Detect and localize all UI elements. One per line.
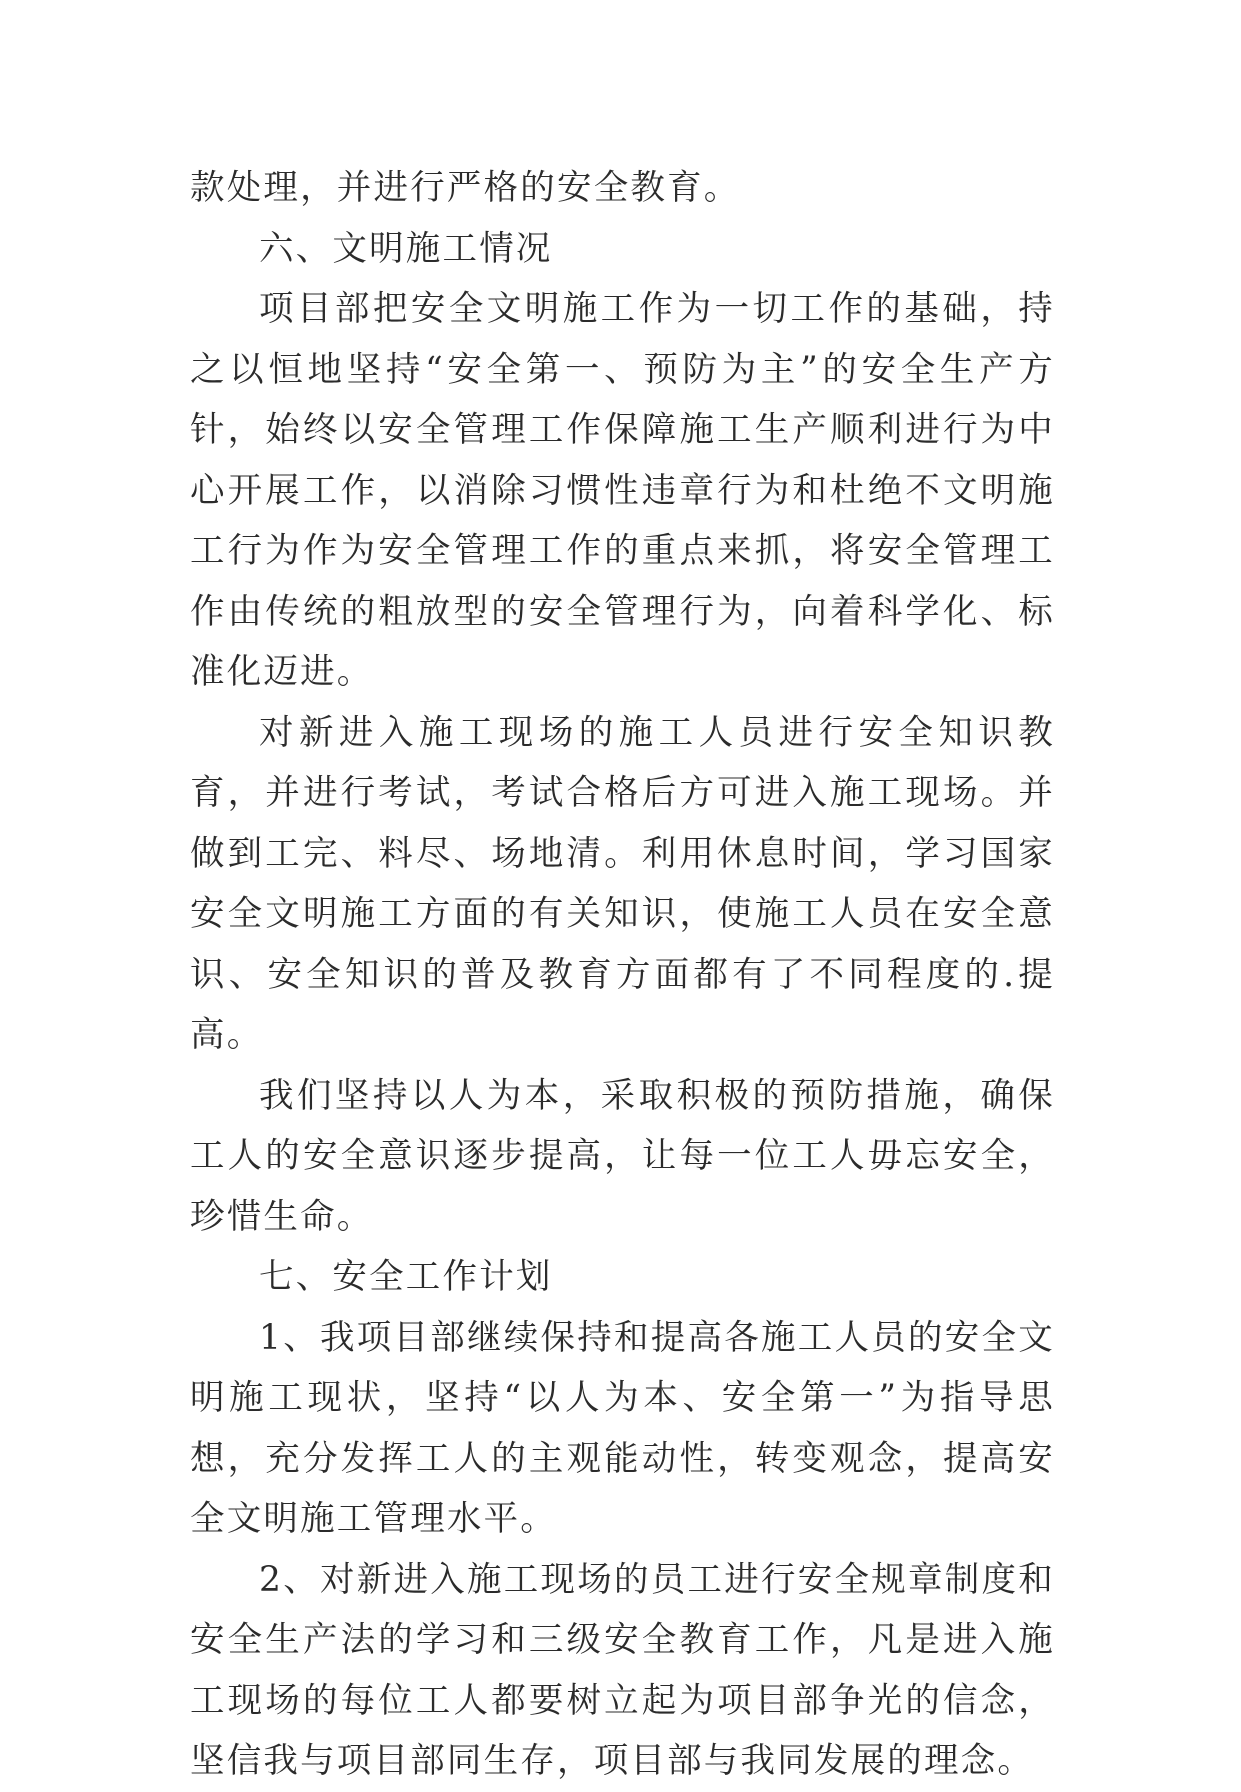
section-heading-civilized-construction: 六、文明施工情况 (259, 228, 553, 269)
plan-item-2: 2、对新进入施工现场的员工进行安全规章制度和安全生产法的学习和三级安全教育工作，凡是进入施工现场的每位工人都要树立起为项目部争光的信念，坚信我与项目部同生存，项目部与我同发展的理念。 (190, 1559, 1055, 1781)
paragraph-new-worker-training: 对新进入施工现场的施工人员进行安全知识教育，并进行考试，考试合格后方可进入施工现场。并做到工完、料尽、场地清。利用休息时间，学习国家安全文明施工方面的有关知识，使施工人员在安全意识、安全知识的普及教育方面都有了不同程度的.提高。 (190, 712, 1055, 1055)
document-body (190, 158, 1055, 1792)
paragraph-safety-foundation: 项目部把安全文明施工作为一切工作的基础，持之以恒地坚持“安全第一、预防为主”的安全生产方针，始终以安全管理工作保障施工生产顺利进行为中心开展工作，以消除习惯性违章行为和杜绝不文明施工行为作为安全管理工作的重点来抓，将安全管理工作由传统的粗放型的安全管理行为，向着科学化、标准化迈进。 (190, 289, 1055, 692)
paragraph-people-oriented: 我们坚持以人为本，采取积极的预防措施，确保工人的安全意识逐步提高，让每一位工人毋忘安全，珍惜生命。 (190, 1075, 1055, 1237)
plan-item-1: 1、我项目部继续保持和提高各施工人员的安全文明施工现状，坚持“以人为本、安全第一”为指导思想，充分发挥工人的主观能动性，转变观念，提高安全文明施工管理水平。 (190, 1317, 1055, 1539)
paragraph-continuation: 款处理，并进行严格的安全教育。 (190, 168, 741, 208)
section-heading-safety-plan: 七、安全工作计划 (259, 1257, 553, 1297)
